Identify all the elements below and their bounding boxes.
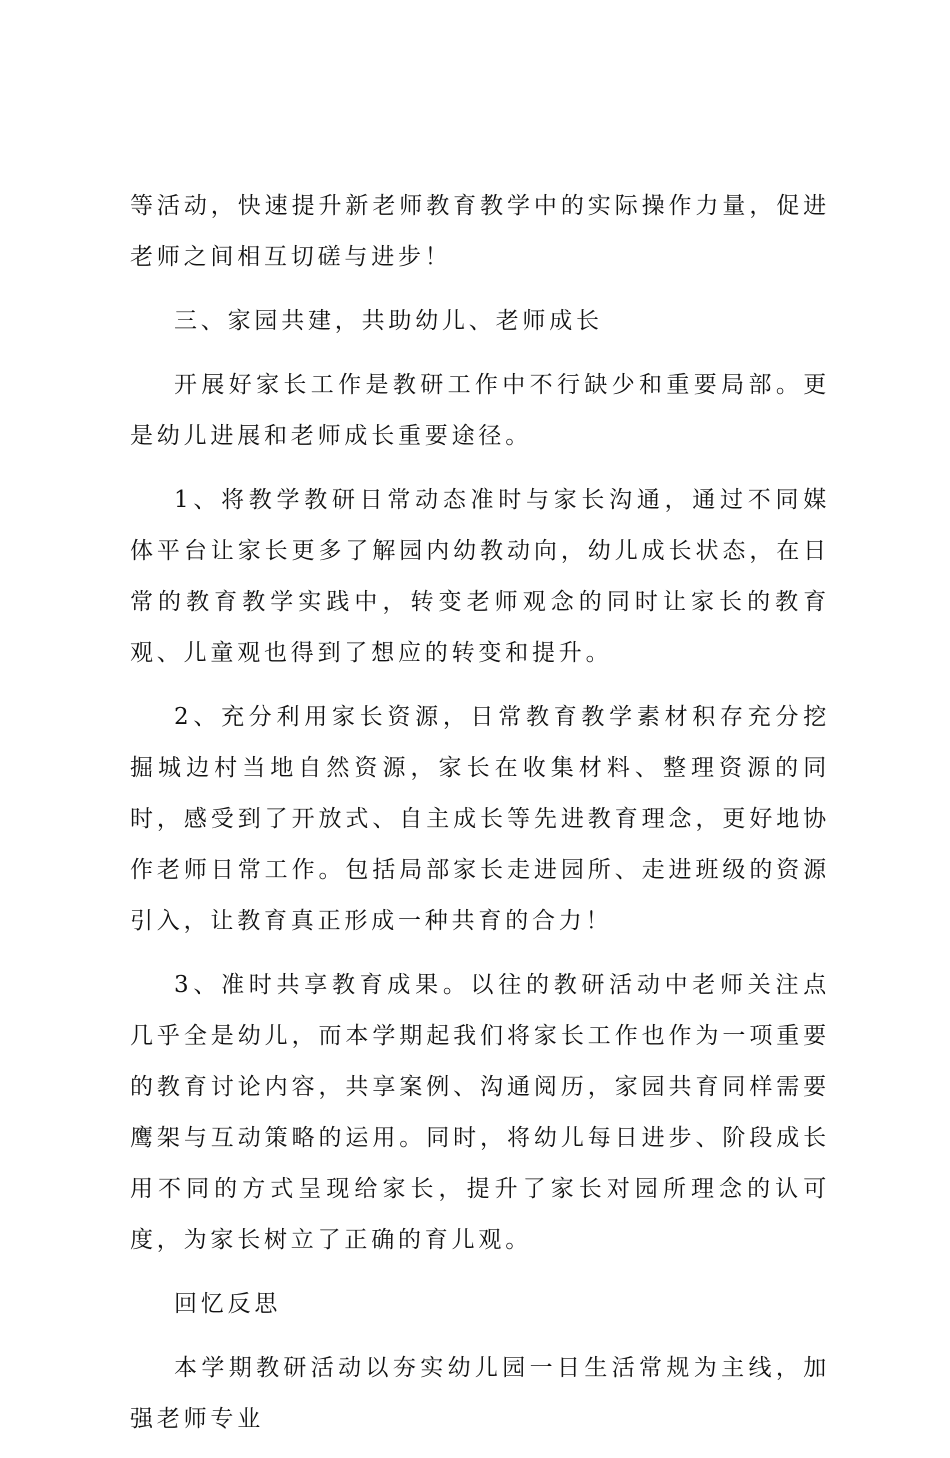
document-body [130,181,830,1458]
paragraph-item-3: 3、准时共享教育成果。以往的教研活动中老师关注点几乎全是幼儿，而本学期起我们将家长工作也作为一项重要的教育讨论内容，共享案例、沟通阅历，家园共育同样需要鹰架与互动策略的运用。同时，将幼儿每日进步、阶段成长用不同的方式呈现给家长，提升了家长对园所理念的认可度，为家长树立了正确的育儿观。 [130,972,830,1253]
section-heading-home-school: 三、家园共建，共助幼儿、老师成长 [174,308,603,334]
paragraph-parent-work: 开展好家长工作是教研工作中不行缺少和重要局部。更是幼儿进展和老师成长重要途径。 [130,372,830,449]
paragraph-item-2: 2、充分利用家长资源，日常教育教学素材积存充分挖掘城边村当地自然资源，家长在收集材料、整理资源的同时，感受到了开放式、自主成长等先进教育理念，更好地协作老师日常工作。包括局部家长走进园所、走进班级的资源引入，让教育真正形成一种共育的合力！ [130,704,830,934]
paragraph-continuation: 等活动，快速提升新老师教育教学中的实际操作力量，促进老师之间相互切磋与进步！ [130,193,830,270]
paragraph-reflection: 本学期教研活动以夯实幼儿园一日生活常规为主线，加强老师专业 [130,1355,830,1432]
paragraph-item-1: 1、将教学教研日常动态准时与家长沟通，通过不同媒体平台让家长更多了解园内幼教动向，幼儿成长状态，在日常的教育教学实践中，转变老师观念的同时让家长的教育观、儿童观也得到了想应的转变和提升。 [130,487,830,666]
section-heading-reflection: 回忆反思 [174,1291,282,1317]
